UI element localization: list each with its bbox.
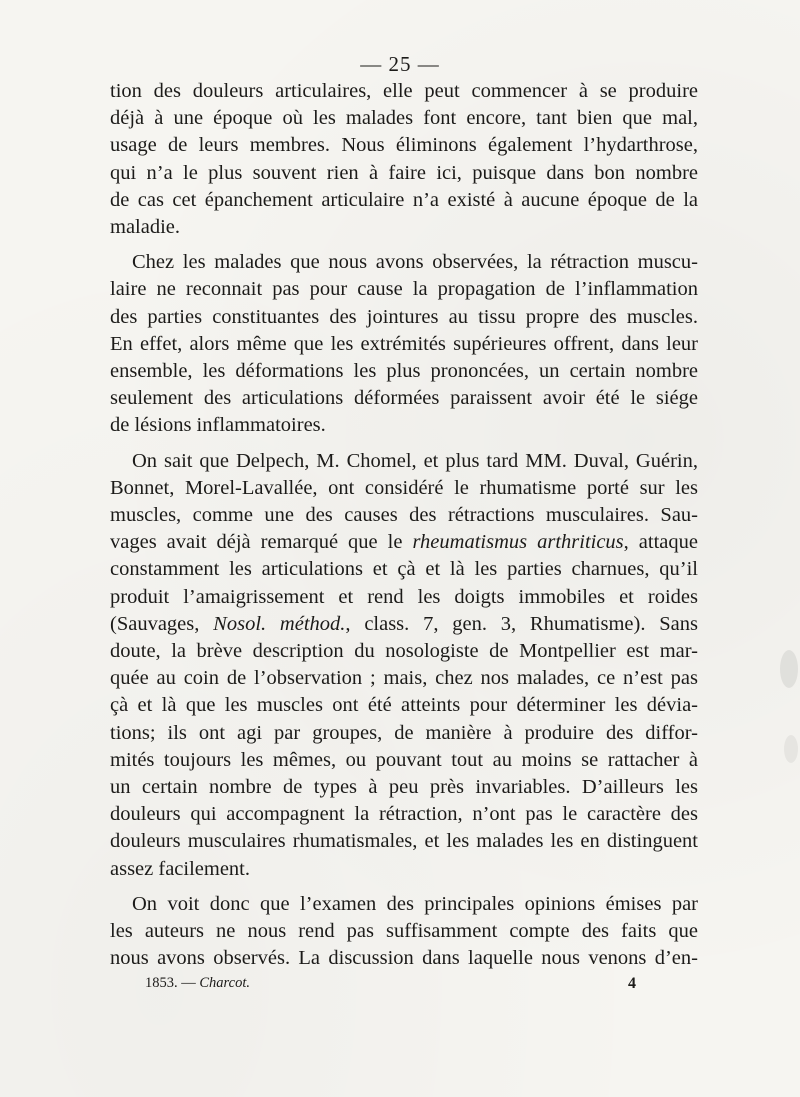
text-line: laire ne reconnait pas pour cause la propagation de l’inflammation: [110, 278, 698, 301]
paragraph-2: [110, 249, 698, 439]
text-line: ensemble, les déformations les plus prononcées, un certain nombre: [110, 360, 698, 383]
text-line-with-italic: [110, 529, 698, 556]
text-line: Chez les malades que nous avons observées, la rétraction muscu-: [132, 251, 698, 274]
text-segment: , class. 7, gen. 3, Rhumatisme). Sans: [345, 612, 698, 635]
text-line: nous avons observés. La discussion dans laquelle nous venons d’en-: [110, 947, 698, 970]
text-line: quée au coin de l’observation ; mais, chez nos malades, ce n’est pas: [110, 667, 698, 690]
italic-citation: Nosol. méthod.: [213, 612, 346, 635]
text-line: çà et là que les muscles ont été atteints pour déterminer les dévia-: [110, 694, 698, 717]
text-line: doute, la brève description du nosologiste de Montpellier est mar-: [110, 640, 698, 663]
text-line: On sait que Delpech, M. Chomel, et plus tard MM. Duval, Guérin,: [132, 449, 698, 472]
text-line: un certain nombre de types à peu près invariables. D’ailleurs les: [110, 776, 698, 799]
text-line: les auteurs ne nous rend pas suffisamment compte des faits que: [110, 920, 698, 943]
text-segment: , attaque: [623, 531, 698, 554]
footer-author: Charcot.: [199, 975, 250, 991]
text-line: constamment les articulations et çà et là les parties charnues, qu’il: [110, 558, 698, 581]
text-line: On voit donc que l’examen des principales opinions émises par: [132, 892, 698, 915]
text-line: de lésions inflammatoires.: [110, 414, 326, 437]
paper-stain: [784, 735, 798, 763]
text-line: tions; ils ont agi par groupes, de manière à produire des diffor-: [110, 721, 698, 744]
paragraph-3: [110, 448, 698, 883]
text-segment: vages avait déjà remarqué que le: [110, 531, 413, 554]
text-line: qui n’a le plus souvent rien à faire ici, puisque dans bon nombre: [110, 161, 698, 184]
signature-mark: 4: [628, 975, 636, 992]
paper-stain: [780, 650, 798, 688]
text-line: Bonnet, Morel-Lavallée, ont considéré le rhumatisme porté sur les: [110, 476, 698, 499]
text-line: déjà à une époque où les malades font encore, tant bien que mal,: [110, 107, 698, 130]
text-line-with-italic: [110, 611, 698, 638]
text-line: tion des douleurs articulaires, elle peut commencer à se produire: [110, 80, 698, 102]
paragraph-1: [110, 78, 698, 241]
footer-imprint: [145, 975, 250, 992]
page-number: — 25 —: [360, 52, 440, 76]
body-text: [110, 78, 698, 981]
text-line: assez facilement.: [110, 857, 251, 880]
text-line: douleurs qui accompagnent la rétraction, n’ont pas le caractère des: [110, 803, 698, 826]
text-line: muscles, comme une des causes des rétractions musculaires. Sau-: [110, 504, 698, 527]
footer-year: 1853.: [145, 975, 178, 991]
text-line: seulement des articulations déformées paraissent avoir été le siége: [110, 387, 698, 410]
italic-term: rheumatismus arthriticus: [412, 531, 624, 554]
text-line: des parties constituantes des jointures au tissu propre des muscles.: [110, 305, 698, 328]
text-line: usage de leurs membres. Nous éliminons également l’hydarthrose,: [110, 134, 698, 157]
text-line: mités toujours les mêmes, ou pouvant tout au moins se rattacher à: [110, 748, 698, 771]
footer-dash: —: [177, 975, 200, 991]
text-line: maladie.: [110, 216, 181, 239]
text-line: En effet, alors même que les extrémités supérieures offrent, dans leur: [110, 332, 698, 355]
paragraph-4: [110, 891, 698, 973]
text-segment: (Sauvages,: [110, 612, 214, 635]
text-line: produit l’amaigrissement et rend les doigts immobiles et roides: [110, 585, 698, 608]
text-line: douleurs musculaires rhumatismales, et les malades les en distinguent: [110, 830, 698, 853]
text-line: de cas cet épanchement articulaire n’a existé à aucune époque de la: [110, 188, 698, 211]
